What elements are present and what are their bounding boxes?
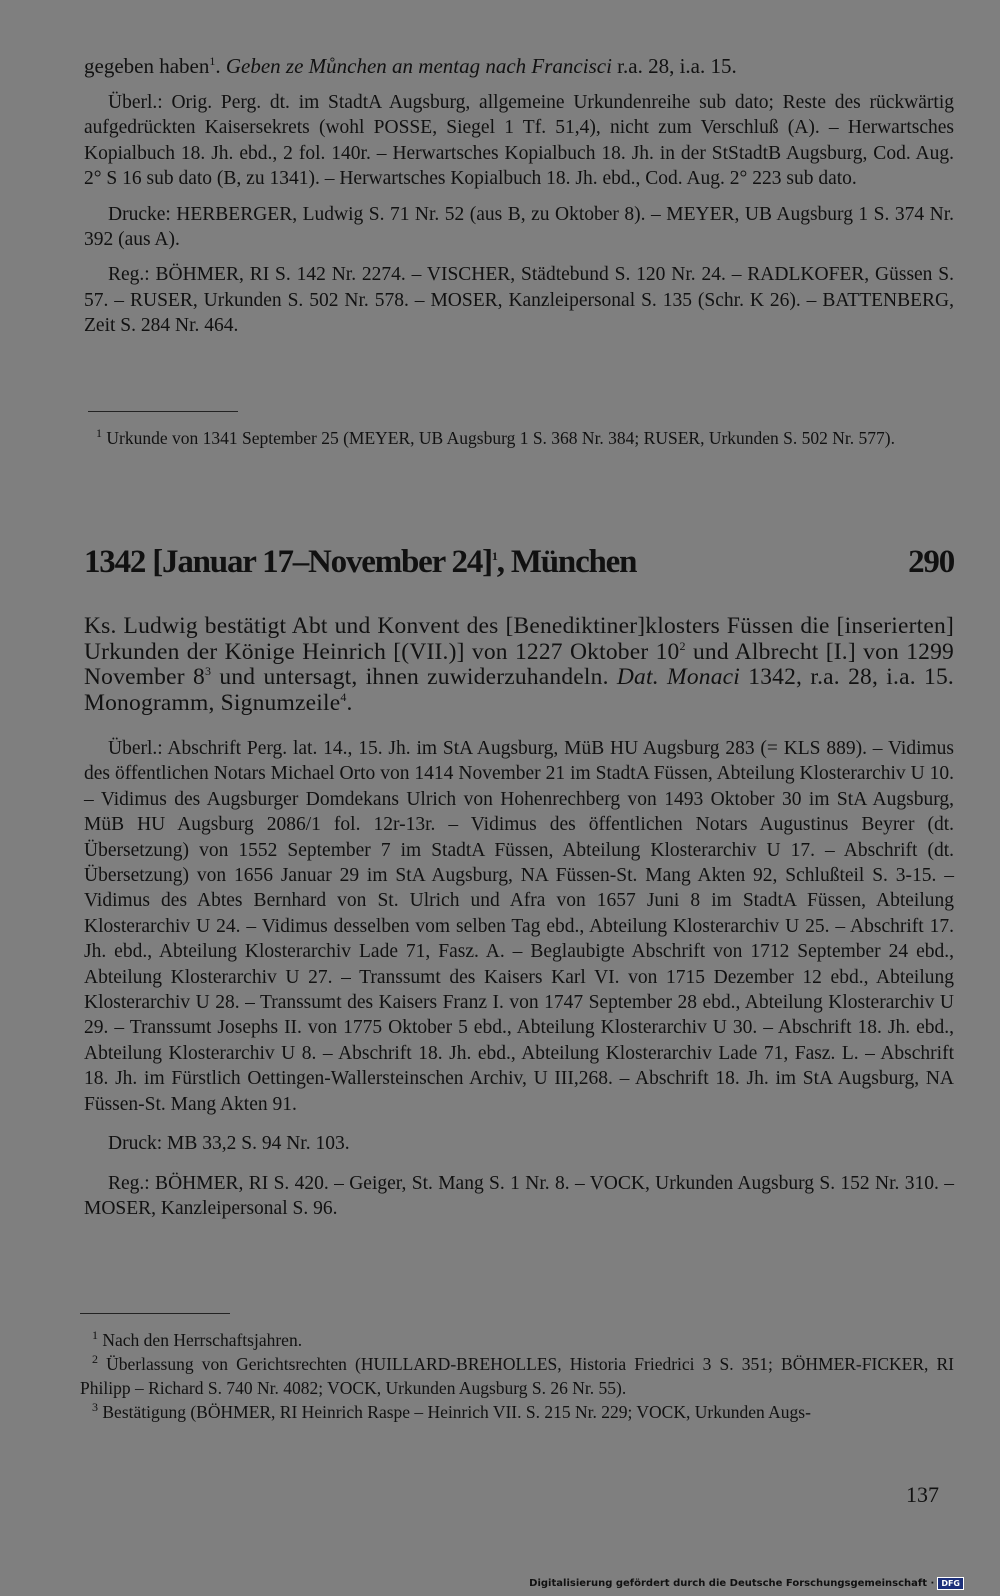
drucke-paragraph: Drucke: HERBERGER, Ludwig S. 71 Nr. 52 (aus B, zu Oktober 8). – MEYER, UB Augsburg 1 S. 374 Nr. 392 (aus A). <box>84 203 954 251</box>
footnote-ref: 1 <box>209 54 216 68</box>
footnote-block <box>84 426 954 450</box>
druck-paragraph: Druck: MB 33,2 S. 94 Nr. 103. <box>108 1133 350 1155</box>
entry-heading <box>84 544 954 581</box>
footnote: $^3$ Bestätigung (BÖHMER, RI Heinrich Raspe – Heinrich VII. S. 215 Nr. 229; VOCK, Urkunden Augs- <box>92 1400 811 1422</box>
footnote-block <box>80 1328 954 1424</box>
page-number: 137 <box>906 1482 939 1507</box>
entry-apparatus <box>84 736 954 1221</box>
previous-entry-tail <box>84 52 954 339</box>
footnote: $^2$ Überlassung von Gerichtsrechten (HUILLARD-BREHOLLES, Historia Friedrici 3 S. 351; BÖHMER-FICKER, RI Philipp – Richard S. 740 Nr. 4082; VOCK, Urkunden Augsburg S. 26 Nr. 55). <box>80 1352 954 1398</box>
regesten-paragraph: Reg.: BÖHMER, RI S. 420. – Geiger, St. Mang S. 1 Nr. 8. – VOCK, Urkunden Augsburg S. 152 Nr. 310. – MOSER, Kanzleipersonal S. 96. <box>84 1172 954 1219</box>
entry-date-place: 1342 [Januar 17–November 24]$^1$, München <box>84 544 637 580</box>
footnote-separator <box>88 411 238 412</box>
dating-clause: Geben ze Můnchen an mentag nach Francisci <box>225 54 612 78</box>
ueberlieferung-paragraph: Überl.: Orig. Perg. dt. im StadtA Augsburg, allgemeine Urkundenreihe sub dato; Reste des rückwärtig aufgedrückten Kaisersekrets (wohl POSSE, Siegel 1 Tf. 51,4), nicht zum Verschluß (A). – Herwartsches Kopialbuch 18. Jh. ebd., 2 fol. 140r. – Herwartsches Kopialbuch 18. Jh. in der StStadtB Augsburg, Cod. Aug. 2° S 16 sub dato (B, zu 1341). – Herwartsches Kopialbuch 18. Jh. ebd., Cod. Aug. 2° 223 sub dato. <box>84 92 954 190</box>
footnote: $^1$ Nach den Herrschaftsjahren. <box>92 1328 303 1350</box>
entry-number: 290 <box>908 544 954 580</box>
digitization-credit: Digitalisierung gefördert durch die Deutsche Forschungsgemeinschaft · DFG <box>529 1577 964 1590</box>
ueberlieferung-paragraph: Überl.: Abschrift Perg. lat. 14., 15. Jh. im StA Augsburg, MüB HU Augsburg 283 (= KLS 889). – Vidimus des öffentlichen Notars Michael Orto von 1414 November 21 im StadtA Füssen, Abteilung Klosterarchiv U 10. – Vidimus des Augsburger Domdekans Ulrich von Hohenrechberg von 1493 Oktober 30 im StA Augsburg, MüB HU Augsburg 2086/1 fol. 12r-13r. – Vidimus des öffentlichen Notars Augustinus Beyrer (dt. Übersetzung) von 1552 September 7 im StadtA Füssen, Abteilung Klosterarchiv U 17. – Abschrift (dt. Übersetzung) von 1656 Januar 29 im StA Augsburg, NA Füssen-St. Mang Akten 92, Schlußteil S. 3-15. – Vidimus des Abtes Bernhard von St. Ulrich und Afra von 1657 Juni 8 im StadtA Füssen, Abteilung Klosterarchiv U 24. – Vidimus desselben vom selben Tag ebd., Abteilung Klosterarchiv U 25. – Abschrift 17. Jh. ebd., Abteilung Klosterarchiv Lade 71, Fasz. A. – Beglaubigte Abschrift von 1712 September 24 ebd., Abteilung Klosterarchiv U 27. – Transsumt des Kaisers Karl VI. von 1715 Dezember 12 ebd., Abteilung Klosterarchiv U 28. – Transsumt des Kaisers Franz I. von 1747 September 28 ebd., Abteilung Klosterarchiv U 29. – Transsumt Josephs II. von 1775 Oktober 5 ebd., Abteilung Klosterarchiv U 30. – Abschrift 18. Jh. ebd., Abteilung Klosterarchiv U 8. – Abschrift 18. Jh. ebd., Abteilung Klosterarchiv Lade 71, Fasz. L. – Abschrift 18. Jh. im Fürstlich Oettingen-Wallersteinschen Archiv, U III,268. – Abschrift 18. Jh. im StA Augsburg, NA Füssen-St. Mang Akten 91. <box>84 738 954 1115</box>
footnote: $^1$ Urkunde von 1341 September 25 (MEYER, UB Augsburg 1 S. 368 Nr. 384; RUSER, Urkunden S. 502 Nr. 577). <box>96 426 895 448</box>
footnote-separator <box>80 1313 230 1314</box>
regesten-paragraph: Reg.: BÖHMER, RI S. 142 Nr. 2274. – VISCHER, Städtebund S. 120 Nr. 24. – RADLKOFER, Güssen S. 57. – RUSER, Urkunden S. 502 Nr. 578. – MOSER, Kanzleipersonal S. 135 (Schr. K 26). – BATTENBERG, Zeit S. 284 Nr. 464. <box>84 264 954 337</box>
closing-line: gegeben haben$^1$. Geben ze Můnchen an mentag nach Francisci r.a. 28, i.a. 15. <box>84 54 737 78</box>
regest-text: Ks. Ludwig bestätigt Abt und Konvent des [Benediktiner]klosters Füssen die [inserierten] Urkunden der Könige Heinrich [(VII.)] von 1227 Oktober $10^2$ und Albrecht [I.] von 1299 November $8^3$ und untersagt, ihnen zuwiderzuhandeln. Dat. Monaci 1342, r.a. 28, i.a. 15. Monogramm, Signumzeile$^4$. <box>84 613 954 716</box>
dfg-logo-icon: DFG <box>937 1577 964 1590</box>
